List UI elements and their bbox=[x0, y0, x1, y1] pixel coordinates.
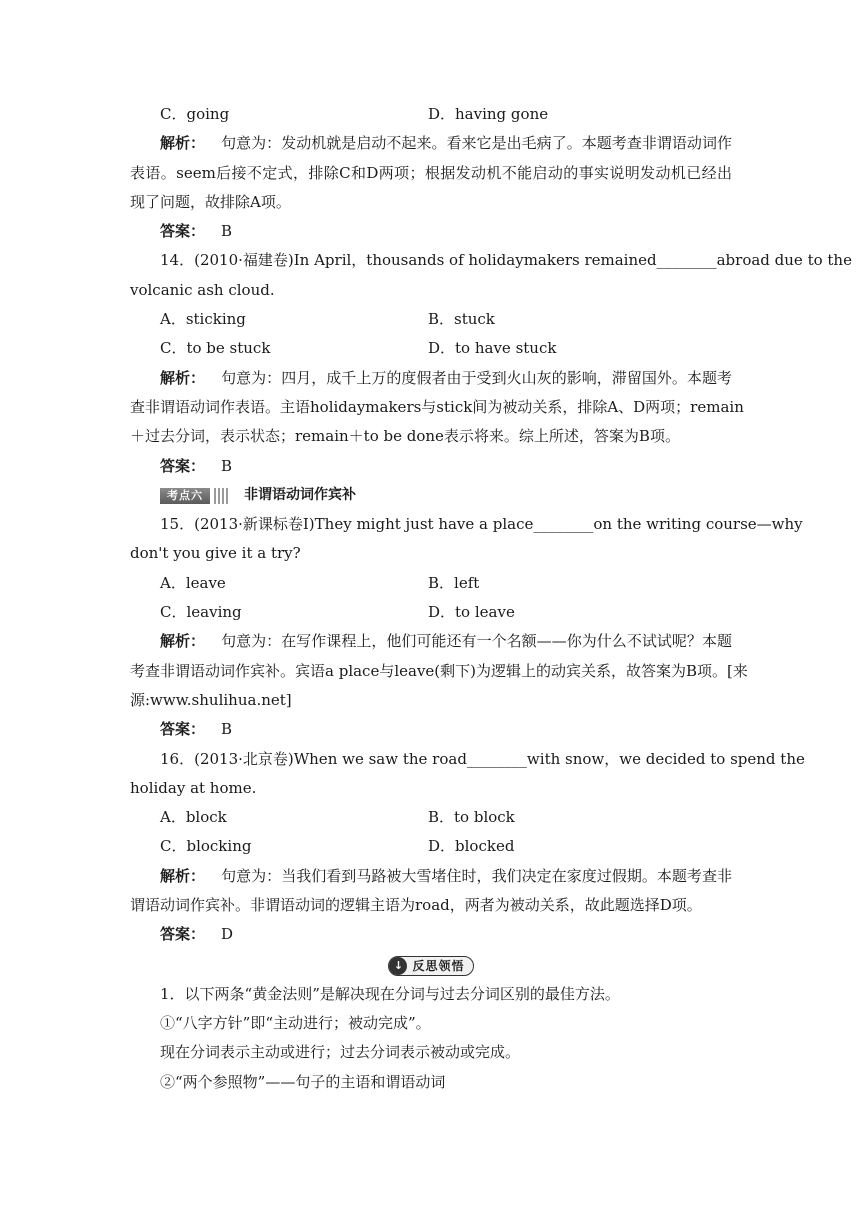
q15-options-ab bbox=[130, 569, 732, 598]
document-page bbox=[130, 100, 852, 1097]
q15-explanation-line-1: 解析： 句意为：在写作课程上，他们可能还有一个名额——你为什么不试试呢？本题 bbox=[160, 632, 732, 651]
answer-value: B bbox=[221, 720, 233, 739]
reflection-line-4: ②“两个参照物”——句子的主语和谓语动词 bbox=[160, 1072, 446, 1091]
reflection-badge-label: 反思领悟 bbox=[412, 958, 465, 973]
q13-explanation-line-1: 解析： 句意为：发动机就是启动不起来。看来它是出毛病了。本题考查非谓语动词作 bbox=[160, 134, 732, 153]
q14-answer bbox=[130, 452, 732, 481]
q14-stem-line-1: 14．(2010·福建卷)In April，thousands of holidaymakers remained________abroad due to the bbox=[160, 251, 852, 270]
q14-option-d: D．to have stuck bbox=[428, 339, 557, 358]
q16-stem-line-1: 16．(2013·北京卷)When we saw the road________with snow，we decided to spend the bbox=[160, 749, 805, 768]
q16-option-d: D．blocked bbox=[428, 837, 515, 856]
answer-value: B bbox=[221, 222, 233, 241]
q14-options-cd bbox=[130, 334, 732, 363]
q16-answer bbox=[130, 920, 732, 949]
q16-explanation-line-2: 谓语动词作宾补。非谓语动词的逻辑主语为road，两者为被动关系，故此题选择D项。 bbox=[130, 896, 702, 915]
section-title: 非谓语动词作宾补 bbox=[244, 486, 356, 503]
q16-explanation-line-1: 解析： 句意为：当我们看到马路被大雪堵住时，我们决定在家度过假期。本题考查非 bbox=[160, 866, 732, 885]
answer-value: B bbox=[221, 456, 233, 475]
badge-stripes-decoration bbox=[214, 488, 228, 504]
section-badge: 考点六 bbox=[160, 488, 210, 504]
q14-option-a: A．sticking bbox=[160, 310, 246, 329]
explanation-label: 解析： bbox=[160, 368, 206, 387]
reflection-line-1: 1．以下两条“黄金法则”是解决现在分词与过去分词区别的最佳方法。 bbox=[160, 984, 620, 1003]
q14-option-c: C．to be stuck bbox=[160, 339, 271, 358]
explanation-label: 解析： bbox=[160, 632, 206, 651]
q13-options-cd bbox=[130, 100, 732, 129]
q14-explanation-line-2: 查非谓语动词作表语。主语holidaymakers与stick间为被动关系，排除A、D两项；remain bbox=[130, 397, 744, 416]
q14-explanation-line-1: 解析： 句意为：四月，成千上万的度假者由于受到火山灰的影响，滞留国外。本题考 bbox=[160, 368, 732, 387]
q13-option-c: C．going bbox=[160, 105, 230, 123]
reflection-line-2: ①“八字方针”即“主动进行；被动完成”。 bbox=[160, 1013, 431, 1032]
answer-label: 答案： bbox=[160, 925, 206, 944]
reflection-line-3: 现在分词表示主动或进行；过去分词表示被动或完成。 bbox=[160, 1043, 521, 1062]
answer-value: D bbox=[221, 925, 234, 944]
q15-stem-line-1: 15．(2013·新课标卷Ⅰ)They might just have a place________on the writing course—why bbox=[160, 515, 803, 534]
q14-option-b: B．stuck bbox=[428, 310, 495, 329]
q16-option-b: B．to block bbox=[428, 808, 515, 827]
q13-option-d: D．having gone bbox=[428, 105, 549, 123]
q15-options-cd bbox=[130, 598, 732, 627]
q15-option-b: B．left bbox=[428, 573, 480, 592]
q13-answer bbox=[130, 217, 732, 246]
answer-label: 答案： bbox=[160, 222, 206, 241]
q14-explanation-line-3: ＋过去分词，表示状态；remain＋to be done表示将来。综上所述，答案为B项。 bbox=[130, 427, 680, 446]
q15-explanation-line-2: 考查非谓语动词作宾补。宾语a place与leave(剩下)为逻辑上的动宾关系，故答案为B项。[来 bbox=[130, 661, 748, 680]
q16-options-cd bbox=[130, 832, 732, 861]
section-header bbox=[130, 481, 732, 510]
answer-label: 答案： bbox=[160, 456, 206, 475]
q16-option-c: C．blocking bbox=[160, 837, 252, 856]
answer-label: 答案： bbox=[160, 720, 206, 739]
q13-explanation-line-3: 现了问题，故排除A项。 bbox=[130, 192, 291, 211]
q16-options-ab bbox=[130, 803, 732, 832]
reflection-badge bbox=[388, 956, 473, 976]
explanation-label: 解析： bbox=[160, 134, 206, 153]
q16-stem-line-2: holiday at home. bbox=[130, 778, 257, 797]
q14-stem-line-2: volcanic ash cloud. bbox=[130, 280, 275, 299]
q15-explanation-line-3: 源:www.shulihua.net] bbox=[130, 690, 292, 709]
q16-option-a: A．block bbox=[160, 808, 227, 827]
q15-option-c: C．leaving bbox=[160, 603, 242, 622]
q14-options-ab bbox=[130, 305, 732, 334]
q15-option-a: A．leave bbox=[160, 573, 226, 592]
reflection-header bbox=[130, 950, 732, 980]
q15-stem-line-2: don't you give it a try? bbox=[130, 544, 301, 563]
arrow-down-circle-icon: ↓ bbox=[389, 957, 407, 975]
q15-option-d: D．to leave bbox=[428, 603, 515, 622]
q13-explanation-line-2: 表语。seem后接不定式，排除C和D两项；根据发动机不能启动的事实说明发动机已经出 bbox=[130, 163, 732, 182]
q15-answer bbox=[130, 715, 732, 744]
explanation-label: 解析： bbox=[160, 866, 206, 885]
